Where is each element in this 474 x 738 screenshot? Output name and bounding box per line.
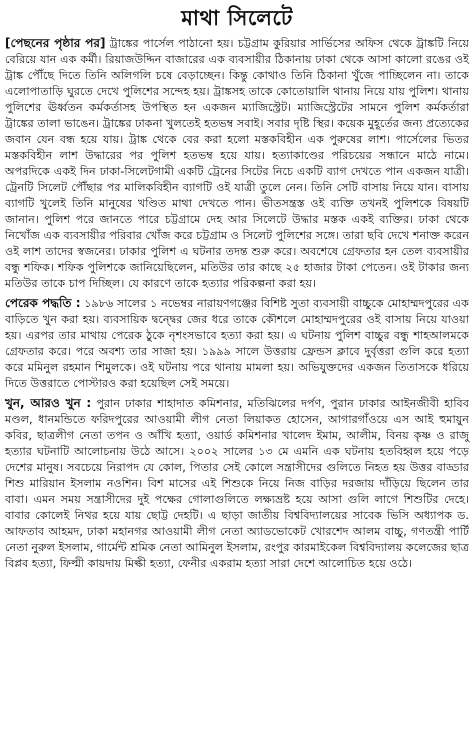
murders-paragraph <box>5 395 469 572</box>
article-headline: মাথা সিলেটে <box>181 5 293 30</box>
nail-method-paragraph <box>5 295 469 392</box>
continued-from-label: [পেছনের পৃষ্ঠার পর] <box>5 36 106 50</box>
nail-method-subheading: পেরেক পদ্ধতি : <box>5 296 81 310</box>
murders-subheading: খুন, আরও খুন : <box>5 396 92 410</box>
intro-paragraph-text: ট্রাঙ্কের পার্সেল পাঠানো হয়। চট্টগ্রাম কুরিয়ার সার্ভিসের অফিস থেকে ট্রাঙ্কটি নিয়ে বেরিয়ে যান এক কর্মী। রিয়াজউদ্দিন বাজারের এক ব্যবসায়ীর ঠিকানায় ঢাকা থেকে আসা কালো রঙের ওই ট্রাঙ্ক পৌঁছে দিতে তিনি অলিগলি চষে বেড়াচ্ছেন। কিন্তু কোথাও তিনি ঠিকানা খুঁজে পাচ্ছিলেন না। তাকে এলোপাতাড়ি ঘুরতে দেখে পুলিশের সন্দেহ হয়। ট্রাঙ্কসহ তাকে কোতোয়ালি থানায় নিয়ে যায় পুলিশ। থানায় পুলিশের ঊর্ধ্বতন কর্মকর্তাসহ উপস্থিত হন একজন ম্যাজিস্ট্রেট। ম্যাজিস্ট্রেটের সামনে পুলিশ কর্মকর্তারা ট্রাঙ্কের তালা ভাঙেন। ট্রাঙ্কের ঢাকনা খুলতেই হতভম্ব সবাই। সবার দৃষ্টি স্থির। কয়েক মুহূর্তের জন্য প্রত্যেকের জবান যেন বন্ধ হয়ে যায়। ট্রাঙ্ক থেকে বের করা হলো মস্তকবিহীন এক পুরুষের লাশ। পার্সেলের ভিতর মস্তকবিহীন লাশ উদ্ধারের পর পুলিশ হতভম্ব হয়ে যায়। হত্যাকাণ্ডের পরিচয়ের সন্ধানে মাঠে নামে। অপরদিকে একই দিন ঢাকা-সিলেটগামী একটি ট্রেনের সিটের নিচে একটি ব্যাগ দেখতে পান একজন যাত্রী। ট্রেনটি সিলেট পৌঁছার পর মালিকবিহীন ব্যাগটি ওই যাত্রী তুলে নেন। তিনি সেটি বাসায় নিয়ে যান। বাসায় ব্যাগটি খুলেই তিনি মানুষের খণ্ডিত মাথা দেখতে পান। ভীতসন্ত্রস্ত ওই ব্যক্তি তখনই পুলিশকে বিষয়টি জানান। পুলিশ পরে জানতে পারে চট্টগ্রামে দেহ আর সিলেটে উদ্ধার মস্তক একই ব্যক্তির। ঢাকা থেকে নিখোঁজ এক ব্যবসায়ীর পরিবার খোঁজ করে চট্টগ্রাম ও সিলেট পুলিশের সঙ্গে। তারা ছবি দেখে শনাক্ত করেন ওই লাশ তাদের স্বজনের। ঢাকার পুলিশ এ ঘটনার তদন্ত শুরু করে। অবশেষে গ্রেফতার হন তেল ব্যবসায়ীর বন্ধু শফিক। শফিক পুলিশকে জানিয়েছিলেন, মতিউর তার কাছে ২৫ হাজার টাকা পেতেন। ওই টাকার জন্য মতিউর তাকে চাপ দিচ্ছিল। যে কারণে তাকে হত্যার পরিকল্পনা করা হয়। <box>5 37 469 290</box>
murders-text: পুরান ঢাকার শাহাদাত কমিশনার, মতিঝিলের দর্পণ, পুরান ঢাকার আইনজীবী হাবিব মণ্ডল, ধানমন্ডিতে ফরিদপুরের আওয়ামী লীগ নেতা লিয়াকত হোসেন, আগারগাঁওয়ে এস আই হুমায়ুন কবির, ছাত্রলীগ নেতা তপন ও আঁখি হত্যা, ওয়ার্ড কমিশনার খালেদ ইমাম, আলীম, বিনয় কৃষ্ণ ও রাজু হত্যার ঘটনাটি আলোচনায় উঠে আসে। ২০০২ সালের ১৩ মে এমনি এক ঘটনায় হতবিহ্বল হয়ে পড়ে দেশের মানুষ। সবচেয়ে নিরাপদ যে কোল, পিতার সেই কোলে সন্ত্রাসীদের গুলিতে নিহত হয় উত্তর বাড্ডার শিশু মারিয়ান ইসলাম নওশিন। বিশ মাসের এই শিশুকে নিয়ে নিজ বাড়ির দরজায় দাঁড়িয়ে ছিলেন তার বাবা। এমন সময় সন্ত্রাসীদের দুই পক্ষের গোলাগুলিতে লক্ষ্যভ্রষ্ট হয়ে আসা গুলি লাগে শিশুটির দেহে। বাবার কোলেই নিথর হয়ে যায় ছোট্ট দেহটি। এ ছাড়া জাতীয় বিশ্ববিদ্যালয়ের সাবেক ভিসি অধ্যাপক ড. আফতাব আহমদ, ঢাকা মহানগর আওয়ামী লীগ নেতা অ্যাডভোকেট খোরশেদ আলম বাচ্চু, গণতন্ত্রী পার্টি নেতা নুরুল ইসলাম, গার্মেন্ট শ্রমিক নেতা আমিনুল ইসলাম, রংপুর কারমাইকেল বিশ্ববিদ্যালয় কলেজের ছাত্র বিপ্লব হত্যা, ফিল্মী কায়দায় মিল্কী হত্যা, ফেনীর একরাম হত্যা সারা দেশে আলোচিত হয়ে ওঠে। <box>5 397 469 570</box>
nail-method-text: ১৯৮৬ সালের ১ নভেম্বর নারায়ণগঞ্জের বিশিষ্ট সুতা ব্যবসায়ী বাচ্চুকে মোহাম্মদপুরের এক বাড়িতে খুন করা হয়। ব্যবসায়িক দ্বন্দ্বের জের ধরে তাকে কৌশলে মোহাম্মদপুরের ওই বাসায় নিয়ে যাওয়া হয়। এরপর তার মাথায় পেরেক ঠুকে নৃশংসভাবে হত্যা করা হয়। এ ঘটনায় পুলিশ বাচ্চুর বন্ধু শাহআলমকে গ্রেফতার করে। পরে অবশ্য তার সাজা হয়। ১৯৯৯ সালে উত্তরায় ফ্রেন্ডস ক্লাবে দুর্বৃত্তরা গুলি করে হত্যা করে মমিনুল রহমান শিমুলকে। ওই ঘটনায় পরে থানায় মামলা হয়। অভিযুক্তদের একজন তিতাসকে ধরিয়ে দিতে উত্তরাতে পোস্টারও করা হয়েছিল সেই সময়ে। <box>5 297 470 390</box>
intro-paragraph <box>5 35 469 292</box>
